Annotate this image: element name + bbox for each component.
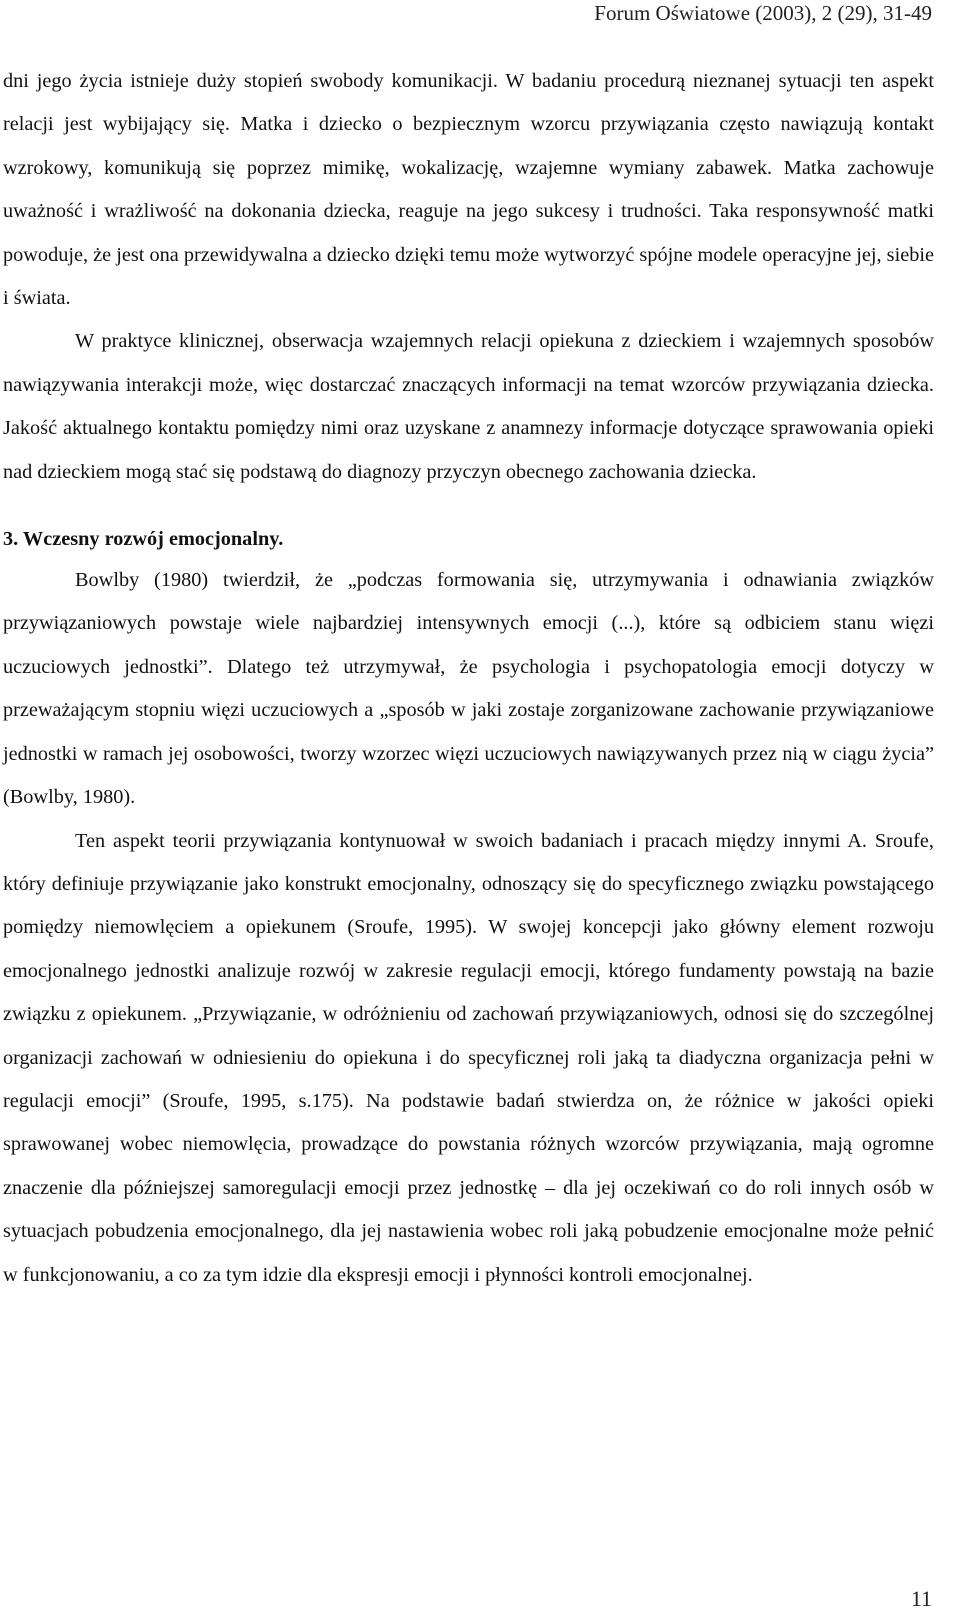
- paragraph-bowlby: Bowlby (1980) twierdził, że „podczas formowania się, utrzymywania i odnawiania związków przywiązaniowych powstaje wiele najbardziej intensywnych emocji (...), które są odbiciem stanu więzi uczuciowych jednostki”. Dlatego też utrzymywał, że psychologia i psychopatologia emocji dotyczy w przeważającym stopniu więzi uczuciowych a „sposób w jaki zostaje zorganizowane zachowanie przywiązaniowe jednostki w ramach jej osobowości, tworzy wzorzec więzi uczuciowych nawiązywanych przez nią w ciągu życia” (Bowlby, 1980).: [3, 569, 934, 809]
- page-number: 11: [910, 1586, 932, 1611]
- section-heading: 3. Wczesny rozwój emocjonalny.: [3, 528, 284, 551]
- paragraph-clinical-practice: W praktyce klinicznej, obserwacja wzajemnych relacji opiekuna z dzieckiem i wzajemnych sposobów nawiązywania interakcji może, więc dostarczać znaczących informacji na temat wzorców przywiązania dziecka. Jakość aktualnego kontaktu pomiędzy nimi oraz uzyskane z anamnezy informacje dotyczące sprawowania opieki nad dzieckiem mogą stać się podstawą do diagnozy przyczyn obecnego zachowania dziecka.: [3, 330, 934, 483]
- journal-citation-header: Forum Oświatowe (2003), 2 (29), 31-49: [594, 1, 932, 25]
- paragraph-sroufe: Ten aspekt teorii przywiązania kontynuował w swoich badaniach i pracach między innymi A. Sroufe, który definiuje przywiązanie jako konstrukt emocjonalny, odnoszący się do specyficznego związku powstającego pomiędzy niemowlęciem a opiekunem (Sroufe, 1995). W swojej koncepcji jako główny element rozwoju emocjonalnego jednostki analizuje rozwój w zakresie regulacji emocji, którego fundamenty powstają na bazie związku z opiekunem. „Przywiązanie, w odróżnieniu od zachowań przywiązaniowych, odnosi się do szczególnej organizacji zachowań w odniesieniu do opiekuna i do specyficznej roli jaką ta diadyczna organizacja pełni w regulacji emocji” (Sroufe, 1995, s.175). Na podstawie badań stwierdza on, że różnice w jakości opieki sprawowanej wobec niemowlęcia, prowadzące do powstania różnych wzorców przywiązania, mają ogromne znaczenie dla późniejszej samoregulacji emocji przez jednostkę – dla jej oczekiwań co do roli innych osób w sytuacjach pobudzenia emocjonalnego, dla jej nastawienia wobec roli jaką pobudzenie emocjonalne może pełnić w funkcjonowaniu, a co za tym idzie dla ekspresji emocji i płynności kontroli emocjonalnej.: [3, 829, 934, 1286]
- paragraph-continuation: dni jego życia istnieje duży stopień swobody komunikacji. W badaniu procedurą nieznanej sytuacji ten aspekt relacji jest wybijający się. Matka i dziecko o bezpiecznym wzorcu przywiązania często nawiązują kontakt wzrokowy, komunikują się poprzez mimikę, wokalizację, wzajemne wymiany zabawek. Matka zachowuje uważność i wrażliwość na dokonania dziecka, reaguje na jego sukcesy i trudności. Taka responsywność matki powoduje, że jest ona przewidywalna a dziecko dzięki temu może wytworzyć spójne modele operacyjne jej, siebie i świata.: [3, 70, 934, 310]
- article-body: [3, 60, 934, 1297]
